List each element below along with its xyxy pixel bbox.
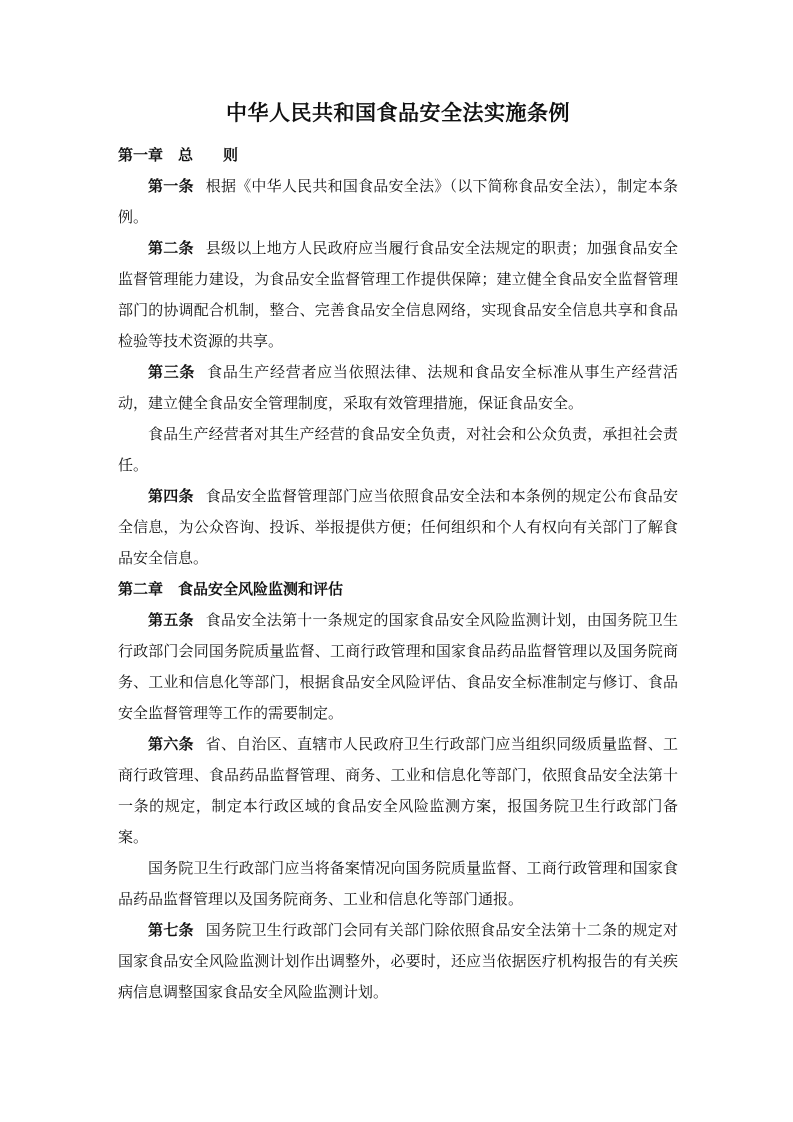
article-3-label: 第三条 <box>148 363 196 381</box>
article-4-label: 第四条 <box>148 487 194 505</box>
document-title: 中华人民共和国食品安全法实施条例 <box>226 101 570 125</box>
article-3-text: 食品生产经营者应当依照法律、法规和食品安全标准从事生产经营活动，建立健全食品安全管理制度，采取有效管理措施，保证食品安全。 <box>118 363 678 412</box>
article-7-text: 国务院卫生行政部门会同有关部门除依照食品安全法第十二条的规定对国家食品安全风险监测计划作出调整外，必要时，还应当依据医疗机构报告的有关疾病信息调整国家食品安全风险监测计划。 <box>118 921 678 1001</box>
article-6-text: 省、自治区、直辖市人民政府卫生行政部门应当组织同级质量监督、工商行政管理、食品药品监督管理、商务、工业和信息化等部门，依照食品安全法第十一条的规定，制定本行政区域的食品安全风险监测方案，报国务院卫生行政部门备案。 <box>118 735 678 846</box>
article-1 <box>118 171 678 233</box>
article-2 <box>118 233 678 357</box>
article-2-label: 第二条 <box>148 239 194 257</box>
chapter-1-heading: 第一章 总 则 <box>118 146 239 164</box>
article-5 <box>118 605 678 729</box>
article-1-text: 根据《中华人民共和国食品安全法》（以下简称食品安全法），制定本条例。 <box>118 177 678 226</box>
article-2-text: 县级以上地方人民政府应当履行食品安全法规定的职责；加强食品安全监督管理能力建设，为食品安全监督管理工作提供保障；建立健全食品安全监督管理部门的协调配合机制，整合、完善食品安全信息网络，实现食品安全信息共享和食品检验等技术资源的共享。 <box>118 239 678 350</box>
article-6 <box>118 729 678 853</box>
article-7-label: 第七条 <box>148 921 194 939</box>
article-5-label: 第五条 <box>148 611 194 629</box>
article-4-text: 食品安全监督管理部门应当依照食品安全法和本条例的规定公布食品安全信息，为公众咨询、投诉、举报提供方便；任何组织和个人有权向有关部门了解食品安全信息。 <box>118 487 678 567</box>
article-5-text: 食品安全法第十一条规定的国家食品安全风险监测计划，由国务院卫生行政部门会同国务院质量监督、工商行政管理和国家食品药品监督管理以及国务院商务、工业和信息化等部门，根据食品安全风险评估、食品安全标准制定与修订、食品安全监督管理等工作的需要制定。 <box>118 611 678 722</box>
chapter-2-heading: 第二章 食品安全风险监测和评估 <box>118 580 344 598</box>
article-7 <box>118 915 678 1008</box>
article-6-label: 第六条 <box>148 735 194 753</box>
article-3-paragraph-2: 食品生产经营者对其生产经营的食品安全负责，对社会和公众负责，承担社会责任。 <box>118 425 678 474</box>
article-3 <box>118 357 678 419</box>
article-6-paragraph-2: 国务院卫生行政部门应当将备案情况向国务院质量监督、工商行政管理和国家食品药品监督管理以及国务院商务、工业和信息化等部门通报。 <box>118 859 678 908</box>
article-4 <box>118 481 678 574</box>
document-page <box>118 98 678 1008</box>
article-1-label: 第一条 <box>148 177 194 195</box>
